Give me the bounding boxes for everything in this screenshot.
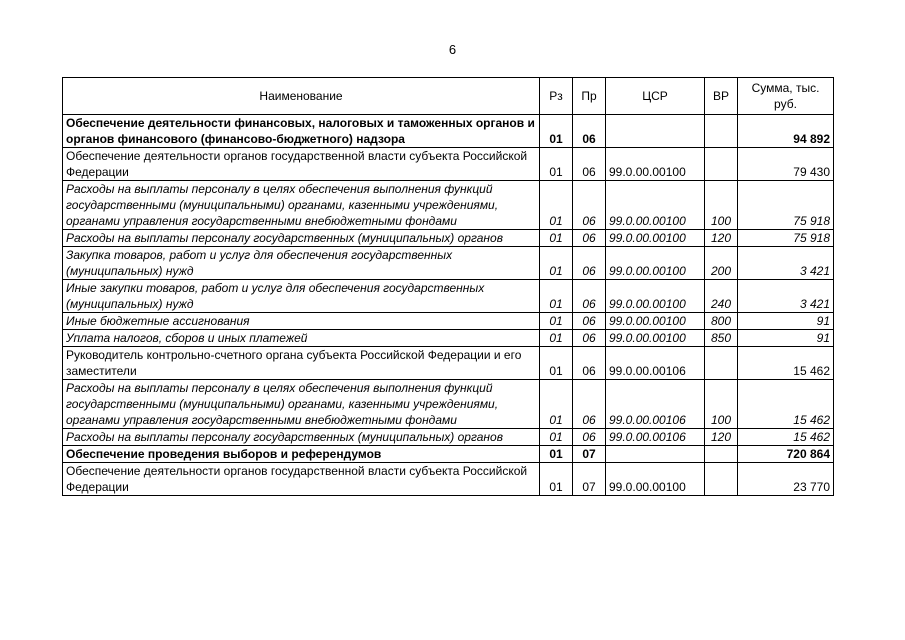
- cell-csr: 99.0.00.00100: [606, 280, 705, 313]
- cell-name: Иные бюджетные ассигнования: [63, 313, 540, 330]
- table-row: [63, 181, 834, 230]
- cell-name: Обеспечение деятельности финансовых, налоговых и таможенных органов и органов финансового (финансово-бюджетного) надзора: [63, 115, 540, 148]
- cell-pr: 07: [573, 463, 606, 496]
- cell-rz: 01: [540, 463, 573, 496]
- cell-csr: 99.0.00.00100: [606, 230, 705, 247]
- cell-name: Закупка товаров, работ и услуг для обеспечения государственных (муниципальных) нужд: [63, 247, 540, 280]
- page-number: 6: [448, 42, 457, 57]
- cell-csr: 99.0.00.00106: [606, 429, 705, 446]
- budget-table: [62, 77, 834, 496]
- header-name: Наименование: [63, 78, 540, 115]
- table-row: [63, 247, 834, 280]
- cell-name: Расходы на выплаты персоналу в целях обеспечения выполнения функций государственными (муниципальными) органами, казенными учреждениями, органами управления государственными внебюджетными фондами: [63, 380, 540, 429]
- cell-vr: [705, 463, 738, 496]
- cell-csr: 99.0.00.00100: [606, 247, 705, 280]
- cell-rz: 01: [540, 230, 573, 247]
- cell-rz: 01: [540, 148, 573, 181]
- cell-name: Руководитель контрольно-счетного органа субъекта Российской Федерации и его заместители: [63, 347, 540, 380]
- cell-vr: 100: [705, 380, 738, 429]
- cell-rz: 01: [540, 429, 573, 446]
- cell-csr: 99.0.00.00100: [606, 463, 705, 496]
- cell-vr: 100: [705, 181, 738, 230]
- cell-pr: 06: [573, 247, 606, 280]
- cell-rz: 01: [540, 247, 573, 280]
- cell-pr: 06: [573, 280, 606, 313]
- cell-pr: 06: [573, 330, 606, 347]
- table-row: [63, 313, 834, 330]
- cell-sum: 75 918: [738, 181, 834, 230]
- cell-name: Расходы на выплаты персоналу государственных (муниципальных) органов: [63, 429, 540, 446]
- cell-name: Обеспечение проведения выборов и референдумов: [63, 446, 540, 463]
- cell-csr: [606, 446, 705, 463]
- cell-rz: 01: [540, 280, 573, 313]
- cell-csr: 99.0.00.00100: [606, 181, 705, 230]
- cell-csr: 99.0.00.00100: [606, 148, 705, 181]
- table-row: [63, 429, 834, 446]
- cell-pr: 06: [573, 313, 606, 330]
- cell-sum: 79 430: [738, 148, 834, 181]
- cell-sum: 91: [738, 330, 834, 347]
- cell-rz: 01: [540, 115, 573, 148]
- header-rz: Рз: [540, 78, 573, 115]
- cell-vr: [705, 115, 738, 148]
- cell-vr: 850: [705, 330, 738, 347]
- cell-sum: 15 462: [738, 380, 834, 429]
- table-header-row: [63, 78, 834, 115]
- cell-rz: 01: [540, 330, 573, 347]
- cell-vr: [705, 347, 738, 380]
- cell-pr: 06: [573, 148, 606, 181]
- cell-pr: 06: [573, 347, 606, 380]
- table-row: [63, 446, 834, 463]
- cell-vr: 200: [705, 247, 738, 280]
- cell-pr: 06: [573, 181, 606, 230]
- cell-pr: 06: [573, 115, 606, 148]
- cell-rz: 01: [540, 347, 573, 380]
- table-row: [63, 380, 834, 429]
- cell-pr: 06: [573, 380, 606, 429]
- cell-name: Расходы на выплаты персоналу в целях обеспечения выполнения функций государственными (муниципальными) органами, казенными учреждениями, органами управления государственными внебюджетными фондами: [63, 181, 540, 230]
- table-row: [63, 347, 834, 380]
- cell-name: Обеспечение деятельности органов государственной власти субъекта Российской Федерации: [63, 148, 540, 181]
- cell-csr: [606, 115, 705, 148]
- cell-rz: 01: [540, 313, 573, 330]
- cell-name: Иные закупки товаров, работ и услуг для обеспечения государственных (муниципальных) нужд: [63, 280, 540, 313]
- header-csr: ЦСР: [606, 78, 705, 115]
- cell-sum: 75 918: [738, 230, 834, 247]
- cell-pr: 06: [573, 429, 606, 446]
- table-body: [63, 115, 834, 496]
- cell-sum: 3 421: [738, 247, 834, 280]
- table-row: [63, 330, 834, 347]
- cell-sum: 91: [738, 313, 834, 330]
- cell-rz: 01: [540, 446, 573, 463]
- cell-vr: 800: [705, 313, 738, 330]
- cell-csr: 99.0.00.00106: [606, 347, 705, 380]
- cell-sum: 23 770: [738, 463, 834, 496]
- cell-csr: 99.0.00.00100: [606, 330, 705, 347]
- table-row: [63, 280, 834, 313]
- table-row: [63, 148, 834, 181]
- cell-vr: 240: [705, 280, 738, 313]
- table-row: [63, 230, 834, 247]
- cell-vr: 120: [705, 429, 738, 446]
- cell-csr: 99.0.00.00106: [606, 380, 705, 429]
- cell-name: Расходы на выплаты персоналу государственных (муниципальных) органов: [63, 230, 540, 247]
- header-sum: Сумма, тыс. руб.: [738, 78, 834, 115]
- table-row: [63, 115, 834, 148]
- header-pr: Пр: [573, 78, 606, 115]
- cell-sum: 94 892: [738, 115, 834, 148]
- cell-sum: 15 462: [738, 429, 834, 446]
- cell-csr: 99.0.00.00100: [606, 313, 705, 330]
- cell-name: Обеспечение деятельности органов государственной власти субъекта Российской Федерации: [63, 463, 540, 496]
- cell-rz: 01: [540, 181, 573, 230]
- cell-vr: [705, 148, 738, 181]
- cell-vr: 120: [705, 230, 738, 247]
- cell-name: Уплата налогов, сборов и иных платежей: [63, 330, 540, 347]
- cell-sum: 720 864: [738, 446, 834, 463]
- table-row: [63, 463, 834, 496]
- cell-rz: 01: [540, 380, 573, 429]
- cell-sum: 3 421: [738, 280, 834, 313]
- cell-pr: 06: [573, 230, 606, 247]
- cell-sum: 15 462: [738, 347, 834, 380]
- cell-vr: [705, 446, 738, 463]
- header-vr: ВР: [705, 78, 738, 115]
- cell-pr: 07: [573, 446, 606, 463]
